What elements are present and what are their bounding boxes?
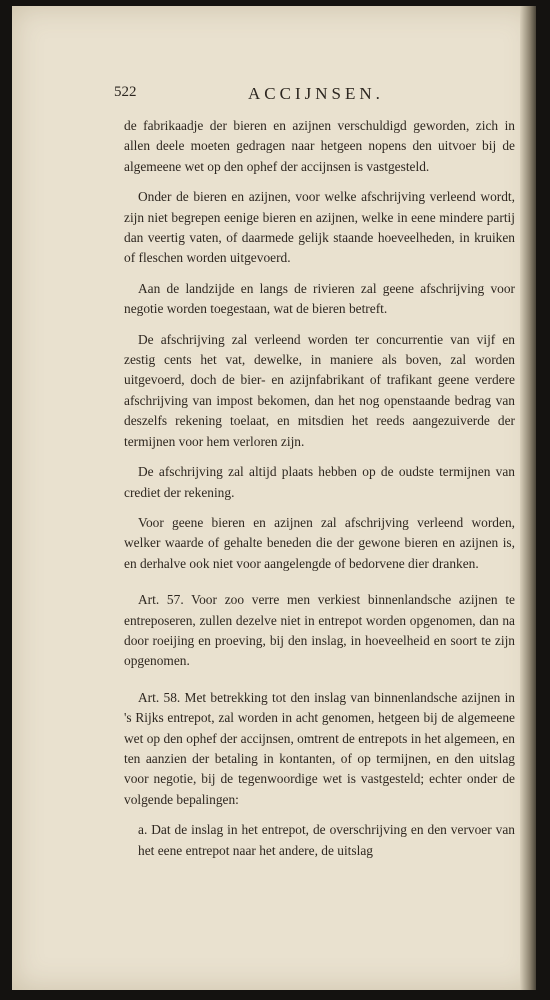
paragraph-continuation: de fabrikaadje der bieren en azijnen verschuldigd geworden, zich in allen deele moeten gedragen naar hetgeen nopens den uitvoer bij de algemeene wet op den ophef der accijnsen is vastgesteld. — [124, 118, 515, 174]
running-title: ACCIJNSEN. — [248, 84, 384, 103]
article-58: Art. 58. Met betrekking tot den inslag van binnenlandsche azijnen in 's Rijks entrepot, zal worden in acht genomen, hetgeen bij de algemeene wet op den ophef der accijnsen, omtrent de entrepots in het algemeen, en ten aanzien der betaling in kontanten, of op termijnen, en den uitslag voor negotie, bij de tegenwoordige wet is vastgesteld; echter onder de volgende bepalingen: — [124, 689, 515, 807]
paragraph-oudste-termijnen: De afschrijving zal altijd plaats hebben op de oudste termijnen van crediet der rekening. — [124, 464, 515, 500]
article-57: Art. 57. Voor zoo verre men verkiest binnenlandsche azijnen te entreposeren, zullen dezelve niet in entrepot worden opgenomen, dan na door roeijing en proeving, bij den inslag, in hoeveelheid en soort te zijn opgenomen. — [124, 592, 515, 669]
paragraph-geene-bieren: Voor geene bieren en azijnen zal afschrijving verleend worden, welker waarde of gehalte beneden die der gewone bieren en azijnen is, en derhalve ook niet voor aangelengde of bedorvene dier dranken. — [124, 514, 515, 571]
body-text — [124, 116, 515, 871]
page-number: 522 — [114, 84, 137, 100]
paragraph-afschrijving-concurrentie: De afschrijving zal verleend worden ter concurrentie van vijf en zestig cents het vat, dewelke, in maniere als boven, zal worden uitgevoerd, doch de bier- en azijnfabrikant of trafikant geene verdere afschrijving van impost bekomen, dan het nog openstaande bedrag van deszelfs rekening toelaat, en mitsdien het reeds aangezuiverde der termijnen voor hem verloren zijn. — [124, 331, 515, 449]
page-spine-shadow — [520, 6, 536, 990]
list-item-a: a. Dat de inslag in het entrepot, de overschrijving en den vervoer van het eene entrepot naar het andere, de uitslag — [138, 822, 515, 858]
paragraph-landzijde: Aan de landzijde en langs de rivieren zal geene afschrijving voor negotie worden toegestaan, wat de bieren betreft. — [124, 280, 515, 317]
paragraph-bieren-azijnen: Onder de bieren en azijnen, voor welke afschrijving verleend wordt, zijn niet begrepen eenige bieren en azijnen, welke in eene mindere partij dan veertig vaten, of daarmede gelijk staande hoeveelheden, in kruiken of fleschen worden uitgevoerd. — [124, 189, 515, 266]
